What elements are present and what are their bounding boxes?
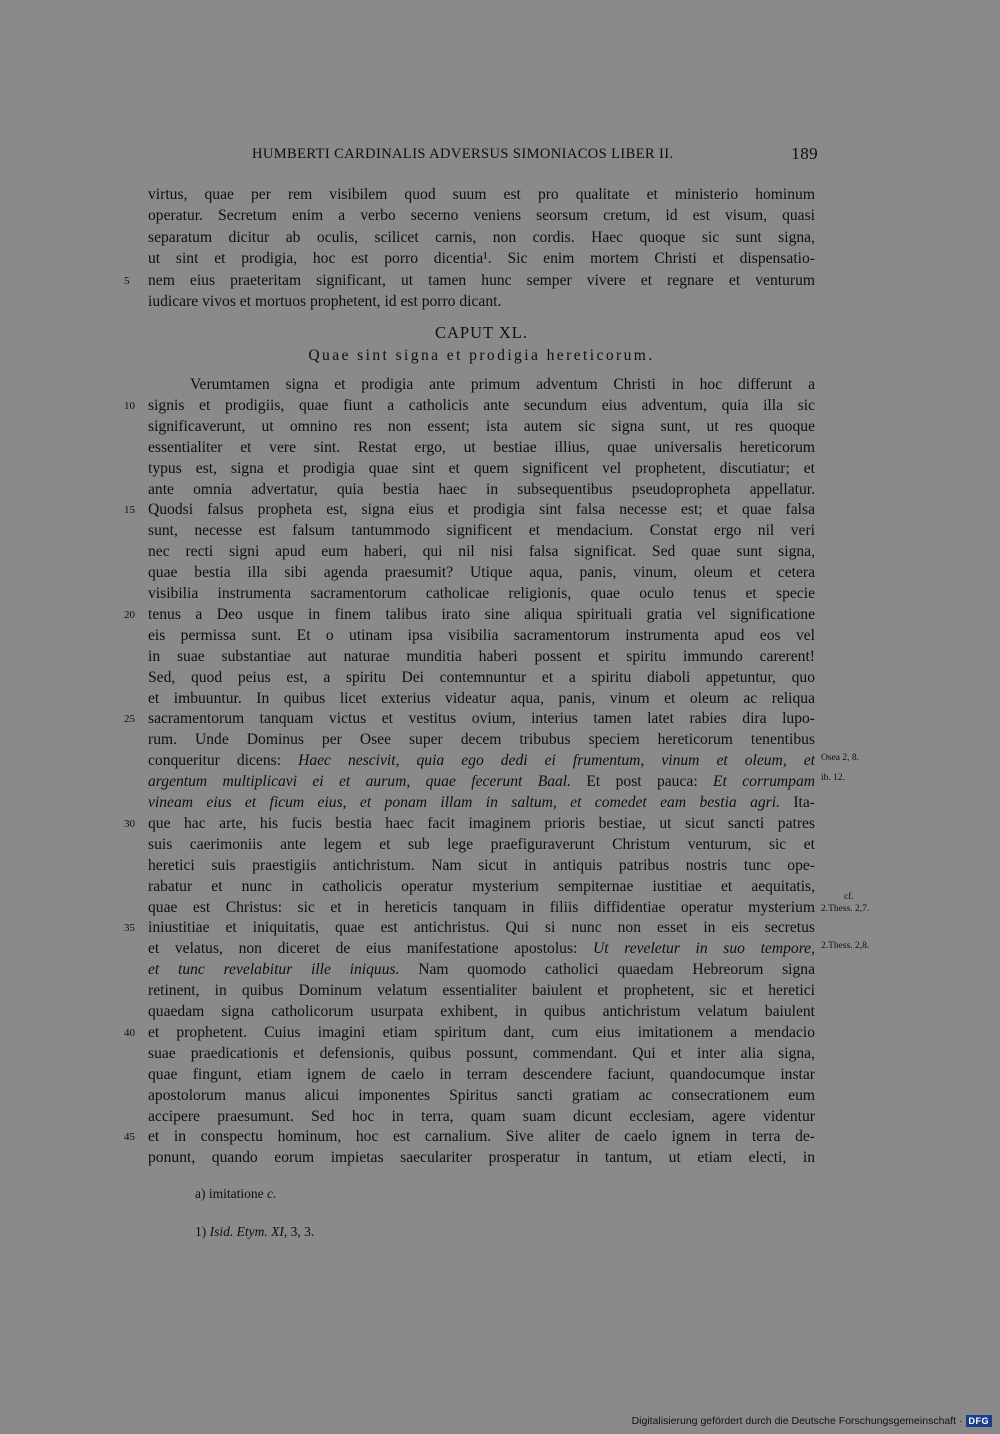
- line-number: 5: [124, 274, 130, 287]
- text-line: argentum multiplicavi ei et aurum, quae fecerunt Baal. Et post pauca: Et corrumpam: [148, 773, 815, 791]
- line-number: 10: [124, 399, 135, 412]
- text-line: ponunt, quando eorum impietas saeculariter prosperatur in tantum, ut etiam electi, in: [148, 1149, 815, 1167]
- line-number: 45: [124, 1131, 135, 1144]
- text-line: et in conspectu hominum, hoc est carnalium. Sive aliter de caelo ignem in terra de-: [148, 1128, 815, 1146]
- text-line: sacramentorum tanquam victus et vestitus ovium, interius tamen latet rabies dira lupo-: [148, 710, 815, 728]
- text-line: visibilia instrumenta sacramentorum catholicae religionis, quae oculo tenus et specie: [148, 585, 815, 602]
- text-line: ante omnia advertatur, quia bestia haec in subsequentibus pseudopropheta appellatur.: [148, 480, 815, 498]
- text-line: ut sint et prodigia, hoc est porro dicentia¹. Sic enim mortem Christi et dispensatio-: [148, 250, 815, 268]
- digitization-credit: [632, 1413, 992, 1429]
- text-line: que hac arte, his fucis bestia haec facit imaginem prioris bestiae, ut sicut sancti patres: [148, 814, 815, 832]
- chapter-title: CAPUT XL.: [434, 323, 529, 342]
- dfg-logo-icon: DFG: [966, 1415, 993, 1427]
- text-line: quaedam signa catholicorum usurpata exhibent, in quibus antichristum velatum baiulent: [148, 1003, 815, 1020]
- credit-text: Digitalisierung gefördert durch die Deutsche Forschungsgemeinschaft ·: [631, 1415, 963, 1427]
- text-line: suis caerimoniis ante legem et sub lege praefiguraverunt Christum venturum, sic et: [148, 835, 815, 853]
- text-line: Verumtamen signa et prodigia ante primum adventum Christi in hoc differunt a: [190, 376, 815, 393]
- chapter-subtitle: Quae sint signa et prodigia hereticorum.: [308, 347, 655, 364]
- text-line: heretici suis praestigiis antichristum. Nam sicut in antiquis patribus nostris tunc ope-: [148, 856, 815, 874]
- text-line: apostolorum manus alicui imponentes Spiritus sancti gratiam ac consecrationem eum: [148, 1086, 815, 1104]
- text-line: rum. Unde Dominus per Osee super decem tribubus speciem hereticorum tenentibus: [148, 731, 815, 749]
- margin-note: ib. 12.: [821, 773, 846, 783]
- text-line: accipere praesumunt. Sed hoc in terra, quam suam dicunt ecclesiam, agere videntur: [148, 1107, 815, 1125]
- line-number: 35: [124, 922, 135, 935]
- text-line: et imbuuntur. In quibus licet exterius videatur aqua, panis, vinum et oleum ac reliqua: [148, 689, 815, 707]
- text-line: operatur. Secretum enim a verbo secerno veniens seorsum cretum, id est visum, quasi: [148, 207, 815, 225]
- text-line: tenus a Deo usque in finem talibus irato sine aliqua spirituali gratia vel significatione: [148, 605, 815, 623]
- line-number: 15: [124, 504, 135, 517]
- footnote-source: 1) Isid. Etym. XI, 3, 3.: [195, 1224, 315, 1239]
- text-line: quae bestia illa sibi agenda praesumit? Utique aqua, panis, vinum, oleum et cetera: [148, 564, 815, 582]
- text-line: typus est, signa et prodigia quae sint et quem significent vel prophetent, discutiatur; et: [148, 459, 815, 477]
- text-line: et tunc revelabitur ille iniquus. Nam quomodo catholici quaedam Hebreorum signa: [148, 961, 815, 979]
- text-line: quae est Christus: sic et in hereticis tanquam in filiis diffidentiae operatur mysterium: [148, 898, 815, 916]
- text-line: et velatus, non diceret de eius manifestatione apostolus: Ut reveletur in suo tempore,: [148, 940, 815, 958]
- margin-note: 2.Thess. 2,8.: [821, 941, 870, 951]
- text-line: et prophetent. Cuius imagini etiam spiritum dant, cum eius imitationem a mendacio: [148, 1023, 815, 1041]
- page-number: 189: [791, 144, 818, 163]
- text-line: retinent, in quibus Dominum velatum essentialiter baiulent et prophetent, sic et heretici: [148, 982, 815, 1000]
- text-line: nem eius praeteritam significant, ut tamen hunc semper vivere et regnare et venturum: [148, 271, 815, 289]
- text-line: quae fingunt, etiam ignem de caelo in terram descendere faciunt, quandocumque instar: [148, 1065, 815, 1083]
- text-line: Sed, quod peius est, a spiritu Dei contemnuntur et a spiritu diaboli appetuntur, quo: [148, 668, 815, 686]
- running-header: [148, 146, 818, 166]
- text-line: conqueritur dicens: Haec nescivit, quia ego dedi ei frumentum, vinum et oleum, et: [148, 752, 815, 770]
- text-line: rabatur et nunc in catholicis operatur mysterium sempiternae iustitiae et aequitatis,: [148, 877, 815, 895]
- line-number: 20: [124, 608, 135, 621]
- text-line: eis permissa sunt. Et o utinam ipsa visibilia sacramentorum instrumenta apud eos vel: [148, 626, 815, 644]
- line-number: 40: [124, 1026, 135, 1039]
- line-number: 30: [124, 817, 135, 830]
- text-line: nec recti signi apud eum haberi, qui nil nisi falsa significat. Sed quae sunt signa,: [148, 543, 815, 561]
- text-line: in suae substantiae aut naturae munditia haberi possent et spiritu immundo carerent!: [148, 647, 815, 665]
- text-line: virtus, quae per rem visibilem quod suum est pro qualitate et ministerio hominum: [148, 186, 815, 203]
- text-line: suae praedicationis et defensionis, quibus possunt, commendant. Qui et inter alia signa,: [148, 1044, 815, 1062]
- text-line: separatum dicitur ab oculis, scilicet carnis, non cordis. Haec quoque sic sunt signa,: [148, 228, 815, 246]
- margin-note: cf.: [844, 892, 854, 902]
- text-line: sunt, necesse est falsum tantummodo significent et mendacium. Constat ergo nil veri: [148, 522, 815, 540]
- text-line: iniustitiae et iniquitatis, quae est antichristus. Qui si nunc non esset in eis secretus: [148, 919, 815, 937]
- text-line: significaverunt, ut omnino res non essent; ista autem sic signa sunt, ut res quoque: [148, 417, 815, 435]
- text-line: Quodsi falsus propheta est, signa eius et prodigia sint falsa necesse est; et quae falsa: [148, 501, 815, 519]
- text-line: vineam eius et ficum eius, et ponam illam in saltum, et comedet eam bestia agri. Ita-: [148, 794, 815, 811]
- line-number: 25: [124, 713, 135, 726]
- text-line: essentialiter et vere sint. Restat ergo, ut bestiae illius, quae universalis hereticorum: [148, 438, 815, 456]
- margin-note: 2.Thess. 2,7.: [821, 904, 870, 914]
- running-title: HUMBERTI CARDINALIS ADVERSUS SIMONIACOS LIBER II.: [252, 146, 674, 162]
- text-line: signis et prodigiis, quae fiunt a catholicis ante secundum eius adventum, quia illa sic: [148, 396, 815, 414]
- margin-note: Osea 2, 8.: [821, 753, 859, 763]
- text-line: iudicare vivos et mortuos prophetent, id est porro dicant.: [148, 293, 502, 310]
- footnote-apparatus: a) imitatione c.: [195, 1186, 277, 1201]
